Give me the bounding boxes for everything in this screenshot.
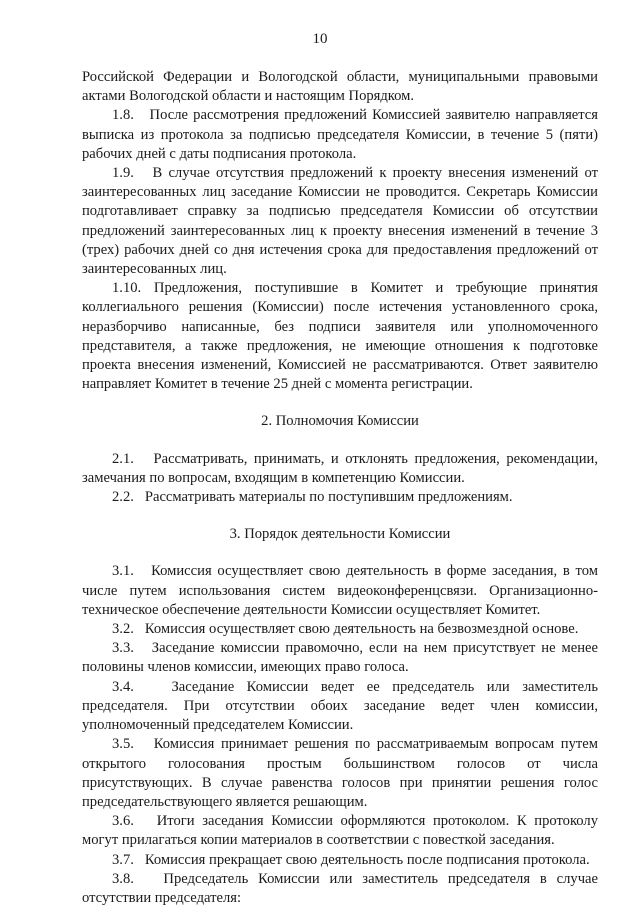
paragraph-number: 3.2. <box>112 621 134 638</box>
page-number: 10 <box>312 31 328 47</box>
paragraph-text: В случае отсутствия предложений к проекту внесения изменений от заинтересованных лиц заседание Комиссии не проводится. Секретарь Комиссии подготавливает справку за подписью председателя Комиссии об отсутствии предложений заинтересованных лиц к проекту внесения изменений в течение 3 (трех) рабочих дней со дня истечения срока для предоставления предложений от заинтересованных лиц. <box>82 165 598 278</box>
paragraph-number: 3.7. <box>112 851 134 868</box>
paragraph-number: 3.4. <box>112 678 134 695</box>
paragraph-1-10 <box>82 279 598 394</box>
paragraph-text: После рассмотрения предложений Комиссией заявителю направляется выписка из протокола за подписью председателя Комиссии, в течение 5 (пяти) рабочих дней с даты подписания протокола. <box>82 107 598 162</box>
paragraph-number: 3.5. <box>112 736 134 753</box>
paragraph-text: Комиссия осуществляет свою деятельность в форме заседания, в том числе путем использования систем видеоконференцсвязи. Организационно-техническое обеспечение деятельности Комиссии осуществляет Комитет. <box>82 563 598 618</box>
paragraph-number: 3.6. <box>112 813 134 830</box>
paragraph-text: Рассматривать, принимать, и отклонять предложения, рекомендации, замечания по вопросам, входящим в компетенцию Комиссии. <box>82 450 598 486</box>
paragraph-3-5 <box>82 735 598 812</box>
paragraph-3-7 <box>82 851 598 870</box>
paragraph-number: 1.10. <box>112 280 142 297</box>
paragraph-2-1 <box>82 450 598 488</box>
paragraph-text: Комиссия принимает решения по рассматриваемым вопросам путем открытого голосования простым большинством голосов от числа присутствующих. В случае равенства голосов при принятии решения голос председательствующего является решающим. <box>82 736 598 810</box>
paragraph-text: Итоги заседания Комиссии оформляются протоколом. К протоколу могут прилагаться копии материалов в соответствии с повесткой заседания. <box>82 813 598 849</box>
paragraph-2-2 <box>82 488 598 507</box>
document-body <box>82 68 598 908</box>
paragraph-number: 1.8. <box>112 107 134 124</box>
paragraph-number: 3.1. <box>112 563 134 580</box>
paragraph-3-1 <box>82 562 598 620</box>
paragraph-text: Председатель Комиссии или заместитель председателя в случае отсутствии председателя: <box>82 870 598 906</box>
paragraph-1-8 <box>82 106 598 164</box>
paragraph-number: 3.8. <box>112 870 134 887</box>
section-heading-2: 2. Полномочия Комиссии <box>261 413 419 430</box>
paragraph-3-6 <box>82 812 598 850</box>
paragraph-text: Комиссия прекращает свою деятельность после подписания протокола. <box>144 851 590 868</box>
paragraph-number: 2.2. <box>112 489 134 506</box>
paragraph-number: 3.3. <box>112 640 134 657</box>
paragraph-number: 1.9. <box>112 165 134 182</box>
paragraph-text: Заседание Комиссии ведет ее председатель или заместитель председателя. При отсутствии обоих заседание ведет член комиссии, уполномоченный председателем Комиссии. <box>82 678 598 734</box>
paragraph-continuation: Российской Федерации и Вологодской области, муниципальными правовыми актами Вологодской области и настоящим Порядком. <box>82 69 598 105</box>
paragraph-3-8 <box>82 870 598 908</box>
paragraph-text: Комиссия осуществляет свою деятельность на безвозмездной основе. <box>144 621 579 638</box>
paragraph-3-2 <box>82 620 598 639</box>
paragraph-text: Предложения, поступившие в Комитет и требующие принятия коллегиального решения (Комиссии) после истечения установленного срока, неразборчиво написанные, без подписи заявителя или уполномоченного представителя, а также предложения, не имеющие отношения к подготовке проекта внесения изменений, Комиссией не рассматриваются. Ответ заявителю направляет Комитет в течение 25 дней с момента регистрации. <box>82 280 599 393</box>
paragraph-3-3 <box>82 639 598 677</box>
paragraph-text: Заседание комиссии правомочно, если на нем присутствует не менее половины членов комиссии, имеющих право голоса. <box>82 640 599 676</box>
paragraph-1-9 <box>82 164 598 279</box>
paragraph-3-4 <box>82 678 598 736</box>
paragraph-text: Рассматривать материалы по поступившим предложениям. <box>144 489 513 506</box>
section-heading-3: 3. Порядок деятельности Комиссии <box>229 526 451 543</box>
paragraph-number: 2.1. <box>112 450 134 467</box>
